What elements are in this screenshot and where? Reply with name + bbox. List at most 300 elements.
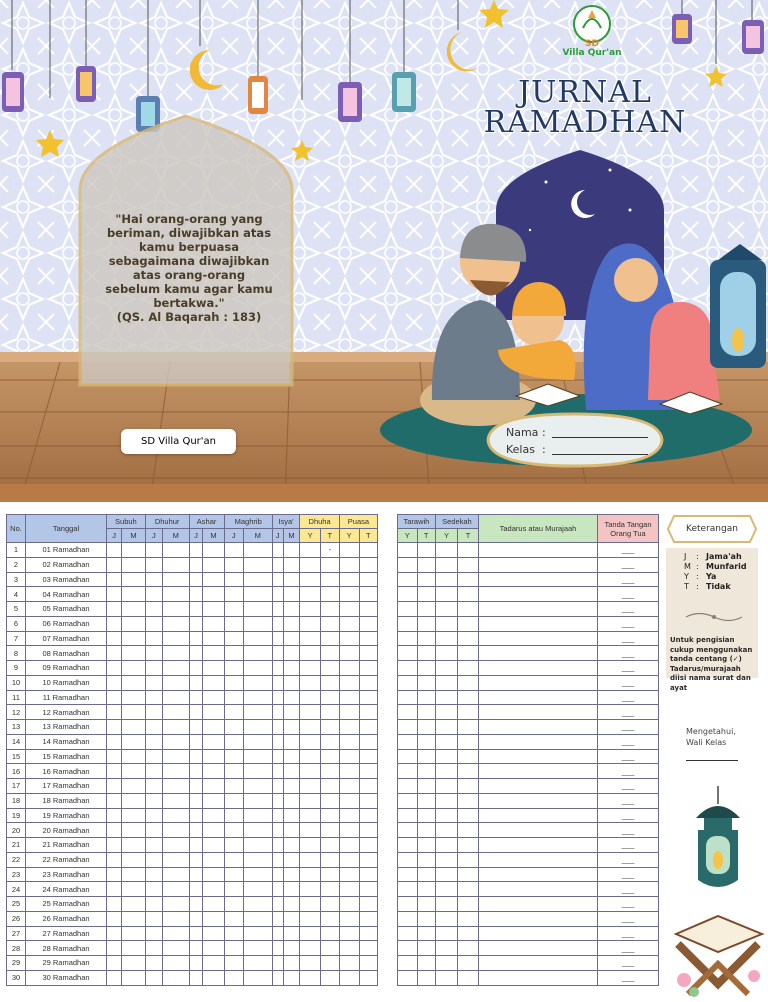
check-cell[interactable] bbox=[145, 779, 162, 794]
check-cell[interactable] bbox=[320, 646, 339, 661]
check-cell[interactable] bbox=[272, 808, 283, 823]
check-cell[interactable] bbox=[243, 543, 272, 558]
check-cell[interactable] bbox=[398, 956, 418, 971]
check-cell[interactable] bbox=[189, 616, 203, 631]
check-cell[interactable] bbox=[163, 720, 189, 735]
check-cell[interactable] bbox=[359, 867, 377, 882]
check-cell[interactable] bbox=[163, 631, 189, 646]
check-cell[interactable] bbox=[203, 646, 224, 661]
check-cell[interactable] bbox=[122, 572, 145, 587]
check-cell[interactable] bbox=[435, 779, 457, 794]
check-cell[interactable] bbox=[435, 587, 457, 602]
check-cell[interactable] bbox=[398, 749, 418, 764]
check-cell[interactable] bbox=[359, 675, 377, 690]
check-cell[interactable] bbox=[189, 749, 203, 764]
check-cell[interactable] bbox=[320, 911, 339, 926]
check-cell[interactable] bbox=[417, 941, 435, 956]
tadarus-cell[interactable] bbox=[479, 734, 598, 749]
check-cell[interactable] bbox=[203, 557, 224, 572]
check-cell[interactable] bbox=[189, 646, 203, 661]
check-cell[interactable] bbox=[417, 970, 435, 985]
check-cell[interactable] bbox=[320, 882, 339, 897]
check-cell[interactable] bbox=[398, 734, 418, 749]
check-cell[interactable] bbox=[122, 970, 145, 985]
check-cell[interactable] bbox=[283, 956, 300, 971]
check-cell[interactable] bbox=[359, 941, 377, 956]
check-cell[interactable] bbox=[243, 749, 272, 764]
check-cell[interactable] bbox=[145, 572, 162, 587]
check-cell[interactable] bbox=[339, 793, 359, 808]
check-cell[interactable] bbox=[283, 646, 300, 661]
check-cell[interactable] bbox=[458, 970, 479, 985]
check-cell[interactable] bbox=[122, 941, 145, 956]
check-cell[interactable] bbox=[458, 823, 479, 838]
check-cell[interactable] bbox=[359, 779, 377, 794]
check-cell[interactable] bbox=[243, 602, 272, 617]
check-cell[interactable] bbox=[359, 838, 377, 853]
check-cell[interactable] bbox=[417, 602, 435, 617]
check-cell[interactable] bbox=[300, 734, 320, 749]
check-cell[interactable] bbox=[122, 852, 145, 867]
parent-signature-cell[interactable]: ___ bbox=[598, 749, 659, 764]
check-cell[interactable] bbox=[122, 646, 145, 661]
parent-signature-cell[interactable]: ___ bbox=[598, 675, 659, 690]
check-cell[interactable] bbox=[107, 897, 122, 912]
check-cell[interactable] bbox=[163, 690, 189, 705]
check-cell[interactable] bbox=[189, 838, 203, 853]
check-cell[interactable] bbox=[417, 808, 435, 823]
check-cell[interactable] bbox=[203, 734, 224, 749]
parent-signature-cell[interactable]: ___ bbox=[598, 779, 659, 794]
check-cell[interactable] bbox=[122, 616, 145, 631]
check-cell[interactable] bbox=[398, 970, 418, 985]
check-cell[interactable] bbox=[107, 823, 122, 838]
check-cell[interactable] bbox=[417, 661, 435, 676]
tadarus-cell[interactable] bbox=[479, 970, 598, 985]
check-cell[interactable] bbox=[320, 690, 339, 705]
check-cell[interactable] bbox=[320, 926, 339, 941]
parent-signature-cell[interactable]: ___ bbox=[598, 823, 659, 838]
check-cell[interactable] bbox=[145, 823, 162, 838]
parent-signature-cell[interactable]: ___ bbox=[598, 646, 659, 661]
check-cell[interactable] bbox=[339, 749, 359, 764]
check-cell[interactable] bbox=[359, 616, 377, 631]
check-cell[interactable] bbox=[320, 572, 339, 587]
check-cell[interactable] bbox=[339, 897, 359, 912]
check-cell[interactable] bbox=[163, 911, 189, 926]
parent-signature-cell[interactable]: ___ bbox=[598, 631, 659, 646]
check-cell[interactable] bbox=[272, 911, 283, 926]
check-cell[interactable] bbox=[398, 602, 418, 617]
check-cell[interactable] bbox=[339, 852, 359, 867]
check-cell[interactable] bbox=[203, 616, 224, 631]
signature-line[interactable] bbox=[686, 760, 738, 761]
check-cell[interactable] bbox=[122, 587, 145, 602]
check-cell[interactable] bbox=[122, 661, 145, 676]
check-cell[interactable] bbox=[145, 734, 162, 749]
check-cell[interactable] bbox=[203, 823, 224, 838]
check-cell[interactable] bbox=[398, 852, 418, 867]
check-cell[interactable] bbox=[458, 572, 479, 587]
check-cell[interactable] bbox=[435, 793, 457, 808]
tadarus-cell[interactable] bbox=[479, 941, 598, 956]
check-cell[interactable] bbox=[224, 808, 243, 823]
check-cell[interactable] bbox=[243, 705, 272, 720]
check-cell[interactable] bbox=[163, 867, 189, 882]
check-cell[interactable] bbox=[243, 852, 272, 867]
check-cell[interactable] bbox=[107, 543, 122, 558]
check-cell[interactable] bbox=[458, 838, 479, 853]
check-cell[interactable] bbox=[435, 823, 457, 838]
tadarus-cell[interactable] bbox=[479, 631, 598, 646]
check-cell[interactable] bbox=[243, 734, 272, 749]
check-cell[interactable] bbox=[283, 808, 300, 823]
check-cell[interactable] bbox=[145, 764, 162, 779]
parent-signature-cell[interactable]: ___ bbox=[598, 867, 659, 882]
check-cell[interactable] bbox=[189, 808, 203, 823]
check-cell[interactable] bbox=[224, 823, 243, 838]
check-cell[interactable] bbox=[145, 631, 162, 646]
check-cell[interactable] bbox=[283, 926, 300, 941]
check-cell[interactable] bbox=[272, 734, 283, 749]
check-cell[interactable] bbox=[189, 587, 203, 602]
check-cell[interactable] bbox=[189, 793, 203, 808]
check-cell[interactable] bbox=[107, 661, 122, 676]
tadarus-cell[interactable] bbox=[479, 543, 598, 558]
check-cell[interactable] bbox=[224, 779, 243, 794]
check-cell[interactable] bbox=[107, 646, 122, 661]
check-cell[interactable] bbox=[398, 616, 418, 631]
tadarus-cell[interactable] bbox=[479, 720, 598, 735]
check-cell[interactable] bbox=[163, 749, 189, 764]
check-cell[interactable] bbox=[122, 720, 145, 735]
check-cell[interactable] bbox=[224, 631, 243, 646]
tadarus-cell[interactable] bbox=[479, 838, 598, 853]
check-cell[interactable] bbox=[300, 720, 320, 735]
check-cell[interactable] bbox=[435, 616, 457, 631]
check-cell[interactable] bbox=[300, 941, 320, 956]
check-cell[interactable] bbox=[435, 970, 457, 985]
check-cell[interactable] bbox=[107, 852, 122, 867]
check-cell[interactable] bbox=[272, 823, 283, 838]
parent-signature-cell[interactable]: ___ bbox=[598, 838, 659, 853]
tadarus-cell[interactable] bbox=[479, 646, 598, 661]
check-cell[interactable] bbox=[203, 882, 224, 897]
parent-signature-cell[interactable]: ___ bbox=[598, 572, 659, 587]
check-cell[interactable] bbox=[224, 897, 243, 912]
check-cell[interactable] bbox=[283, 897, 300, 912]
check-cell[interactable] bbox=[107, 867, 122, 882]
parent-signature-cell[interactable]: ___ bbox=[598, 734, 659, 749]
check-cell[interactable] bbox=[435, 572, 457, 587]
tadarus-cell[interactable] bbox=[479, 602, 598, 617]
check-cell[interactable] bbox=[339, 941, 359, 956]
check-cell[interactable] bbox=[339, 675, 359, 690]
check-cell[interactable] bbox=[300, 602, 320, 617]
check-cell[interactable] bbox=[417, 926, 435, 941]
check-cell[interactable] bbox=[417, 587, 435, 602]
check-cell[interactable] bbox=[243, 823, 272, 838]
check-cell[interactable] bbox=[435, 808, 457, 823]
check-cell[interactable] bbox=[339, 823, 359, 838]
check-cell[interactable] bbox=[300, 838, 320, 853]
check-cell[interactable] bbox=[320, 867, 339, 882]
check-cell[interactable] bbox=[417, 867, 435, 882]
check-cell[interactable] bbox=[203, 631, 224, 646]
check-cell[interactable] bbox=[458, 867, 479, 882]
check-cell[interactable] bbox=[283, 867, 300, 882]
check-cell[interactable] bbox=[339, 616, 359, 631]
check-cell[interactable] bbox=[272, 720, 283, 735]
check-cell[interactable] bbox=[189, 941, 203, 956]
check-cell[interactable] bbox=[283, 661, 300, 676]
check-cell[interactable] bbox=[435, 602, 457, 617]
check-cell[interactable] bbox=[339, 867, 359, 882]
check-cell[interactable] bbox=[243, 557, 272, 572]
check-cell[interactable] bbox=[224, 793, 243, 808]
check-cell[interactable] bbox=[145, 852, 162, 867]
check-cell[interactable] bbox=[163, 543, 189, 558]
check-cell[interactable] bbox=[300, 631, 320, 646]
check-cell[interactable] bbox=[145, 587, 162, 602]
check-cell[interactable] bbox=[320, 675, 339, 690]
check-cell[interactable] bbox=[320, 587, 339, 602]
parent-signature-cell[interactable]: ___ bbox=[598, 557, 659, 572]
check-cell[interactable] bbox=[320, 705, 339, 720]
check-cell[interactable] bbox=[320, 661, 339, 676]
check-cell[interactable] bbox=[458, 926, 479, 941]
check-cell[interactable] bbox=[339, 646, 359, 661]
check-cell[interactable] bbox=[107, 572, 122, 587]
check-cell[interactable] bbox=[122, 867, 145, 882]
parent-signature-cell[interactable]: ___ bbox=[598, 852, 659, 867]
check-cell[interactable] bbox=[272, 956, 283, 971]
check-cell[interactable] bbox=[163, 823, 189, 838]
check-cell[interactable] bbox=[458, 557, 479, 572]
tadarus-cell[interactable] bbox=[479, 675, 598, 690]
check-cell[interactable] bbox=[458, 661, 479, 676]
check-cell[interactable] bbox=[435, 675, 457, 690]
check-cell[interactable] bbox=[203, 705, 224, 720]
check-cell[interactable] bbox=[163, 941, 189, 956]
check-cell[interactable] bbox=[163, 705, 189, 720]
check-cell[interactable] bbox=[398, 661, 418, 676]
check-cell[interactable] bbox=[417, 749, 435, 764]
check-cell[interactable] bbox=[163, 646, 189, 661]
check-cell[interactable] bbox=[300, 852, 320, 867]
check-cell[interactable] bbox=[224, 572, 243, 587]
tadarus-cell[interactable] bbox=[479, 793, 598, 808]
check-cell[interactable] bbox=[122, 675, 145, 690]
check-cell[interactable] bbox=[398, 557, 418, 572]
check-cell[interactable] bbox=[145, 720, 162, 735]
check-cell[interactable] bbox=[435, 882, 457, 897]
check-cell[interactable] bbox=[320, 749, 339, 764]
tadarus-cell[interactable] bbox=[479, 823, 598, 838]
check-cell[interactable] bbox=[339, 557, 359, 572]
check-cell[interactable] bbox=[107, 690, 122, 705]
check-cell[interactable] bbox=[339, 543, 359, 558]
check-cell[interactable] bbox=[359, 631, 377, 646]
check-cell[interactable] bbox=[163, 734, 189, 749]
check-cell[interactable] bbox=[300, 911, 320, 926]
check-cell[interactable] bbox=[417, 823, 435, 838]
check-cell[interactable] bbox=[224, 867, 243, 882]
check-cell[interactable] bbox=[122, 749, 145, 764]
check-cell[interactable] bbox=[243, 616, 272, 631]
check-cell[interactable] bbox=[417, 734, 435, 749]
check-cell[interactable] bbox=[145, 690, 162, 705]
check-cell[interactable] bbox=[339, 572, 359, 587]
check-cell[interactable] bbox=[417, 616, 435, 631]
check-cell[interactable] bbox=[339, 926, 359, 941]
check-cell[interactable] bbox=[272, 557, 283, 572]
check-cell[interactable] bbox=[417, 572, 435, 587]
check-cell[interactable] bbox=[107, 764, 122, 779]
check-cell[interactable] bbox=[435, 926, 457, 941]
check-cell[interactable] bbox=[122, 808, 145, 823]
check-cell[interactable] bbox=[300, 793, 320, 808]
check-cell[interactable] bbox=[224, 734, 243, 749]
check-cell[interactable] bbox=[458, 631, 479, 646]
check-cell[interactable] bbox=[359, 690, 377, 705]
check-cell[interactable] bbox=[163, 808, 189, 823]
check-cell[interactable] bbox=[359, 661, 377, 676]
check-cell[interactable] bbox=[458, 587, 479, 602]
check-cell[interactable] bbox=[359, 970, 377, 985]
parent-signature-cell[interactable]: ___ bbox=[598, 970, 659, 985]
check-cell[interactable] bbox=[283, 941, 300, 956]
check-cell[interactable] bbox=[189, 764, 203, 779]
check-cell[interactable] bbox=[283, 690, 300, 705]
check-cell[interactable] bbox=[189, 823, 203, 838]
check-cell[interactable] bbox=[300, 616, 320, 631]
check-cell[interactable] bbox=[243, 867, 272, 882]
check-cell[interactable] bbox=[300, 675, 320, 690]
check-cell[interactable] bbox=[163, 779, 189, 794]
check-cell[interactable] bbox=[283, 631, 300, 646]
check-cell[interactable] bbox=[398, 838, 418, 853]
check-cell[interactable] bbox=[272, 926, 283, 941]
check-cell[interactable] bbox=[458, 897, 479, 912]
check-cell[interactable] bbox=[398, 720, 418, 735]
check-cell[interactable] bbox=[224, 646, 243, 661]
check-cell[interactable] bbox=[417, 956, 435, 971]
parent-signature-cell[interactable]: ___ bbox=[598, 926, 659, 941]
check-cell[interactable] bbox=[243, 838, 272, 853]
check-cell[interactable] bbox=[163, 661, 189, 676]
check-cell[interactable] bbox=[398, 793, 418, 808]
check-cell[interactable] bbox=[122, 911, 145, 926]
check-cell[interactable] bbox=[339, 690, 359, 705]
check-cell[interactable] bbox=[435, 705, 457, 720]
check-cell[interactable] bbox=[224, 956, 243, 971]
check-cell[interactable] bbox=[163, 897, 189, 912]
check-cell[interactable] bbox=[435, 557, 457, 572]
check-cell[interactable] bbox=[272, 897, 283, 912]
check-cell[interactable] bbox=[320, 631, 339, 646]
check-cell[interactable] bbox=[458, 941, 479, 956]
check-cell[interactable] bbox=[107, 734, 122, 749]
check-cell[interactable] bbox=[224, 705, 243, 720]
check-cell[interactable] bbox=[203, 926, 224, 941]
check-cell[interactable] bbox=[189, 602, 203, 617]
check-cell[interactable] bbox=[224, 543, 243, 558]
check-cell[interactable] bbox=[283, 557, 300, 572]
check-cell[interactable] bbox=[224, 911, 243, 926]
check-cell[interactable] bbox=[107, 631, 122, 646]
check-cell[interactable] bbox=[107, 941, 122, 956]
check-cell[interactable] bbox=[163, 587, 189, 602]
check-cell[interactable] bbox=[163, 970, 189, 985]
check-cell[interactable] bbox=[283, 838, 300, 853]
check-cell[interactable] bbox=[163, 956, 189, 971]
check-cell[interactable] bbox=[283, 779, 300, 794]
check-cell[interactable] bbox=[189, 572, 203, 587]
check-cell[interactable] bbox=[122, 956, 145, 971]
tadarus-cell[interactable] bbox=[479, 867, 598, 882]
check-cell[interactable] bbox=[339, 661, 359, 676]
check-cell[interactable] bbox=[203, 690, 224, 705]
check-cell[interactable] bbox=[107, 749, 122, 764]
check-cell[interactable] bbox=[189, 543, 203, 558]
check-cell[interactable] bbox=[283, 720, 300, 735]
check-cell[interactable] bbox=[122, 838, 145, 853]
check-cell[interactable] bbox=[417, 557, 435, 572]
check-cell[interactable] bbox=[283, 852, 300, 867]
check-cell[interactable] bbox=[458, 793, 479, 808]
check-cell[interactable] bbox=[359, 823, 377, 838]
check-cell[interactable] bbox=[145, 661, 162, 676]
tadarus-cell[interactable] bbox=[479, 911, 598, 926]
check-cell[interactable] bbox=[107, 557, 122, 572]
check-cell[interactable] bbox=[163, 572, 189, 587]
check-cell[interactable] bbox=[224, 926, 243, 941]
tadarus-cell[interactable] bbox=[479, 779, 598, 794]
check-cell[interactable] bbox=[283, 749, 300, 764]
parent-signature-cell[interactable]: ___ bbox=[598, 941, 659, 956]
check-cell[interactable] bbox=[320, 808, 339, 823]
check-cell[interactable] bbox=[145, 867, 162, 882]
check-cell[interactable] bbox=[122, 897, 145, 912]
check-cell[interactable] bbox=[107, 675, 122, 690]
check-cell[interactable] bbox=[272, 602, 283, 617]
check-cell[interactable] bbox=[320, 897, 339, 912]
check-cell[interactable] bbox=[458, 616, 479, 631]
check-cell[interactable] bbox=[224, 970, 243, 985]
check-cell[interactable] bbox=[145, 646, 162, 661]
check-cell[interactable] bbox=[435, 749, 457, 764]
check-cell[interactable] bbox=[435, 852, 457, 867]
check-cell[interactable] bbox=[300, 867, 320, 882]
parent-signature-cell[interactable]: ___ bbox=[598, 690, 659, 705]
check-cell[interactable] bbox=[107, 587, 122, 602]
check-cell[interactable] bbox=[189, 705, 203, 720]
check-cell[interactable] bbox=[359, 602, 377, 617]
check-cell[interactable] bbox=[224, 690, 243, 705]
check-cell[interactable] bbox=[243, 970, 272, 985]
check-cell[interactable] bbox=[359, 956, 377, 971]
check-cell[interactable] bbox=[107, 882, 122, 897]
check-cell[interactable] bbox=[458, 646, 479, 661]
check-cell[interactable] bbox=[300, 764, 320, 779]
check-cell[interactable] bbox=[122, 690, 145, 705]
parent-signature-cell[interactable]: ___ bbox=[598, 602, 659, 617]
check-cell[interactable] bbox=[243, 661, 272, 676]
check-cell[interactable] bbox=[359, 749, 377, 764]
check-cell[interactable] bbox=[359, 882, 377, 897]
check-cell[interactable] bbox=[189, 690, 203, 705]
